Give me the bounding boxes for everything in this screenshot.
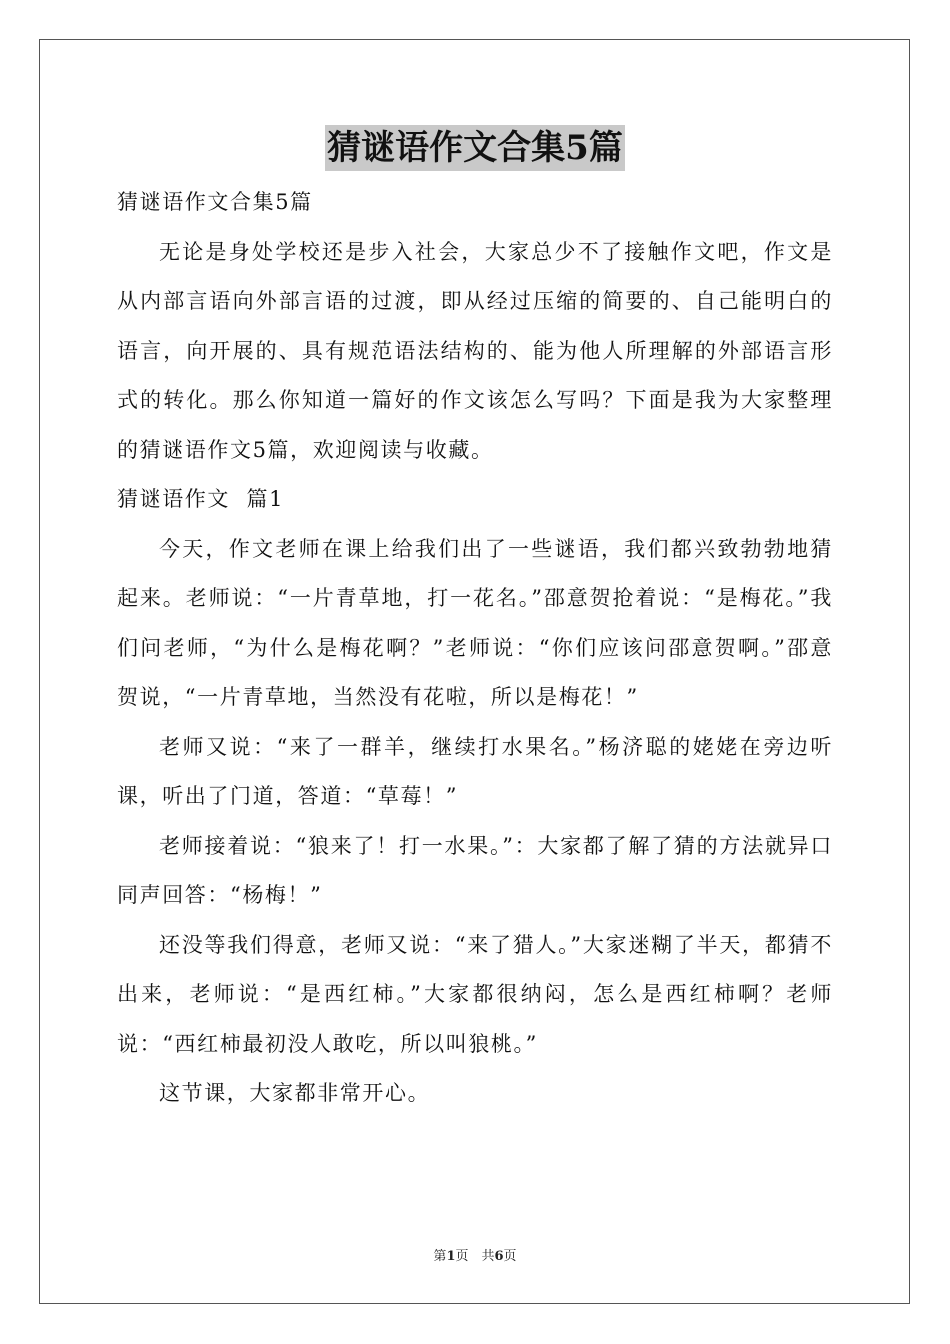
- intro-paragraph: 无论是身处学校还是步入社会，大家总少不了接触作文吧，作文是从内部言语向外部言语的过渡，即从经过压缩的简要的、自己能明白的语言，向开展的、具有规范语法结构的、能为他人所理解的外部语言形式的转化。那么你知道一篇好的作文该怎么写吗？下面是我为大家整理的猜谜语作文5篇，欢迎阅读与收藏。: [117, 239, 833, 462]
- section-heading: 猜谜语作文 篇1: [117, 487, 285, 511]
- page-footer: [0, 1248, 950, 1266]
- document-subtitle: 猜谜语作文合集5篇: [117, 190, 313, 214]
- body-paragraph-1: 今天，作文老师在课上给我们出了一些谜语，我们都兴致勃勃地猜起来。老师说：“一片青草地，打一花名。”邵意贺抢着说：“是梅花。”我们问老师，“为什么是梅花啊？”老师说：“你们应该问邵意贺啊。”邵意贺说，“一片青草地，当然没有花啦，所以是梅花！”: [117, 536, 833, 709]
- footer-page-current: 1: [446, 1249, 456, 1264]
- body-paragraph-3: 老师接着说：“狼来了！打一水果。”：大家都了解了猜的方法就异口同声回答：“杨梅！”: [117, 833, 833, 907]
- document-body: [117, 178, 833, 1119]
- footer-suffix: 页: [503, 1249, 517, 1264]
- body-paragraph-2: 老师又说：“来了一群羊，继续打水果名。”杨济聪的姥姥在旁边听课，听出了门道，答道：“草莓！”: [117, 734, 833, 808]
- document-title: 猜谜语作文合集5篇: [325, 125, 625, 171]
- body-paragraph-5: 这节课，大家都非常开心。: [159, 1081, 431, 1105]
- title-wrap: [0, 125, 950, 171]
- footer-mid: 页 共: [455, 1249, 495, 1264]
- footer-prefix: 第: [433, 1249, 447, 1264]
- footer-page-total: 6: [494, 1249, 504, 1264]
- body-paragraph-4: 还没等我们得意，老师又说：“来了猎人。”大家迷糊了半天，都猜不出来，老师说：“是西红柿。”大家都很纳闷，怎么是西红柿啊？老师说：“西红柿最初没人敢吃，所以叫狼桃。”: [117, 932, 833, 1056]
